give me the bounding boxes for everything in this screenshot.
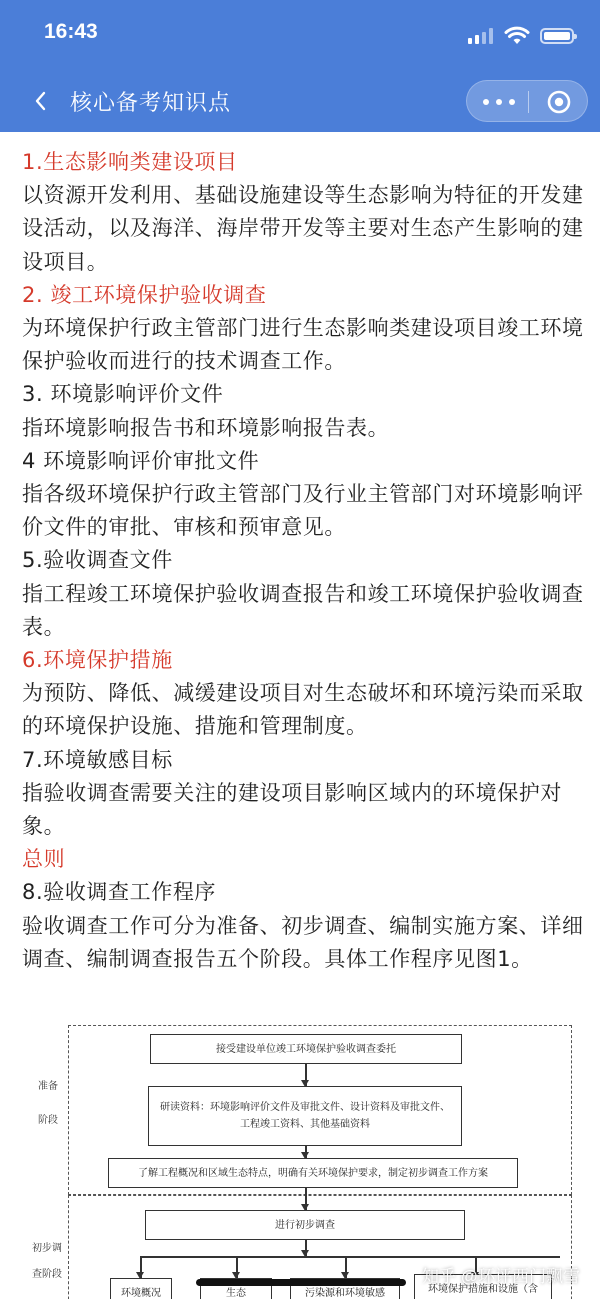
section-heading: 5.验收调查文件 [22, 548, 173, 573]
section-heading: 4 环境影响评价审批文件 [22, 448, 260, 473]
back-button[interactable] [28, 86, 52, 116]
stage-label-line: 查阶段 [32, 1269, 62, 1280]
paragraph: 指各级环境保护行政主管部门及行业主管部门对环境影响评价文件的审批、审核和预审意见。 [22, 482, 584, 540]
status-time: 16:43 [44, 20, 98, 43]
section-heading: 总则 [22, 847, 66, 872]
flow-box-pollution: 污染源和环境敏感 [290, 1278, 400, 1299]
stage-label-line: 初步调 [32, 1243, 62, 1254]
more-dot-icon [509, 99, 515, 105]
wifi-icon [504, 26, 530, 46]
paragraph: 指工程竣工环境保护验收调查报告和竣工环境保护验收调查表。 [22, 581, 584, 639]
flow-arrow [345, 1256, 347, 1278]
section-heading: 7.环境敏感目标 [22, 747, 173, 772]
status-icons [464, 24, 574, 46]
stage-label-prepare [38, 1070, 58, 1138]
flow-box-ecology: 生态 [200, 1278, 272, 1299]
home-indicator [196, 1279, 406, 1286]
paragraph: 以资源开发利用、基础设施建设等生态影响为特征的开发建设活动，以及海洋、海岸带开发等主要对生态产生影响的建设项目。 [22, 183, 584, 274]
paragraph: 为环境保护行政主管部门进行生态影响类建设项目竣工环境保护验收而进行的技术调查工作。 [22, 316, 584, 374]
more-dot-icon [483, 99, 489, 105]
flow-arrow [305, 1146, 307, 1158]
stage-label-initial [32, 1236, 62, 1288]
flow-box-entrust: 接受建设单位竣工环境保护验收调查委托 [150, 1034, 462, 1064]
flow-box-measures: 环境保护措施和设施（含 [414, 1274, 552, 1299]
app-header [0, 0, 600, 132]
paragraph: 指环境影响报告书和环境影响报告表。 [22, 415, 390, 440]
flow-arrow [236, 1256, 238, 1278]
miniprogram-capsule [466, 80, 588, 122]
flow-arrow [140, 1256, 142, 1278]
section-heading: 2. 竣工环境保护验收调查 [22, 282, 267, 307]
section-heading: 3. 环境影响评价文件 [22, 382, 224, 407]
section-heading: 1.生态影响类建设项目 [22, 150, 238, 174]
flow-arrow [305, 1064, 307, 1086]
paragraph: 验收调查工作可分为准备、初步调查、编制实施方案、详细调查、编制调查报告五个阶段。具体工作程序见图1。 [22, 913, 584, 971]
flow-box-study [148, 1086, 462, 1146]
close-miniprogram-button[interactable] [546, 89, 572, 115]
flow-box-initial: 进行初步调查 [145, 1210, 465, 1240]
flow-box-environment: 环境概况 [110, 1278, 172, 1299]
paragraph: 为预防、降低、减缓建设项目对生态破坏和环境污染而采取的环境保护设施、措施和管理制度。 [22, 681, 584, 739]
paragraph: 指验收调查需要关注的建设项目影响区域内的环境保护对象。 [22, 780, 562, 839]
chevron-left-icon [33, 90, 47, 112]
stage-label-line: 准备 [38, 1081, 58, 1092]
more-dot-icon [496, 99, 502, 105]
workflow-flowchart [0, 1012, 600, 1299]
page-title: 核心备考知识点 [70, 91, 232, 116]
more-button[interactable] [483, 89, 515, 115]
battery-icon [540, 28, 574, 44]
article-body [22, 146, 588, 976]
cellular-signal-icon [468, 28, 494, 44]
stage-label-line: 阶段 [38, 1115, 58, 1126]
flow-box-understand: 了解工程概况和区域生态特点，明确有关环境保护要求，制定初步调查工作方案 [108, 1158, 518, 1188]
section-heading: 8.验收调查工作程序 [22, 880, 217, 905]
watermark: 知乎 @环评西门飘雪 [422, 1267, 580, 1286]
capsule-divider [528, 91, 529, 113]
flow-arrow [305, 1188, 307, 1210]
flow-branch-line [140, 1256, 560, 1258]
section-heading: 6.环境保护措施 [22, 648, 173, 673]
flow-box-line: 工程竣工资料、其他基础资料 [240, 1119, 370, 1130]
flow-arrow [305, 1240, 307, 1256]
flow-box-line: 研读资料：环境影响评价文件及审批文件、设计资料及审批文件、 [160, 1102, 450, 1113]
